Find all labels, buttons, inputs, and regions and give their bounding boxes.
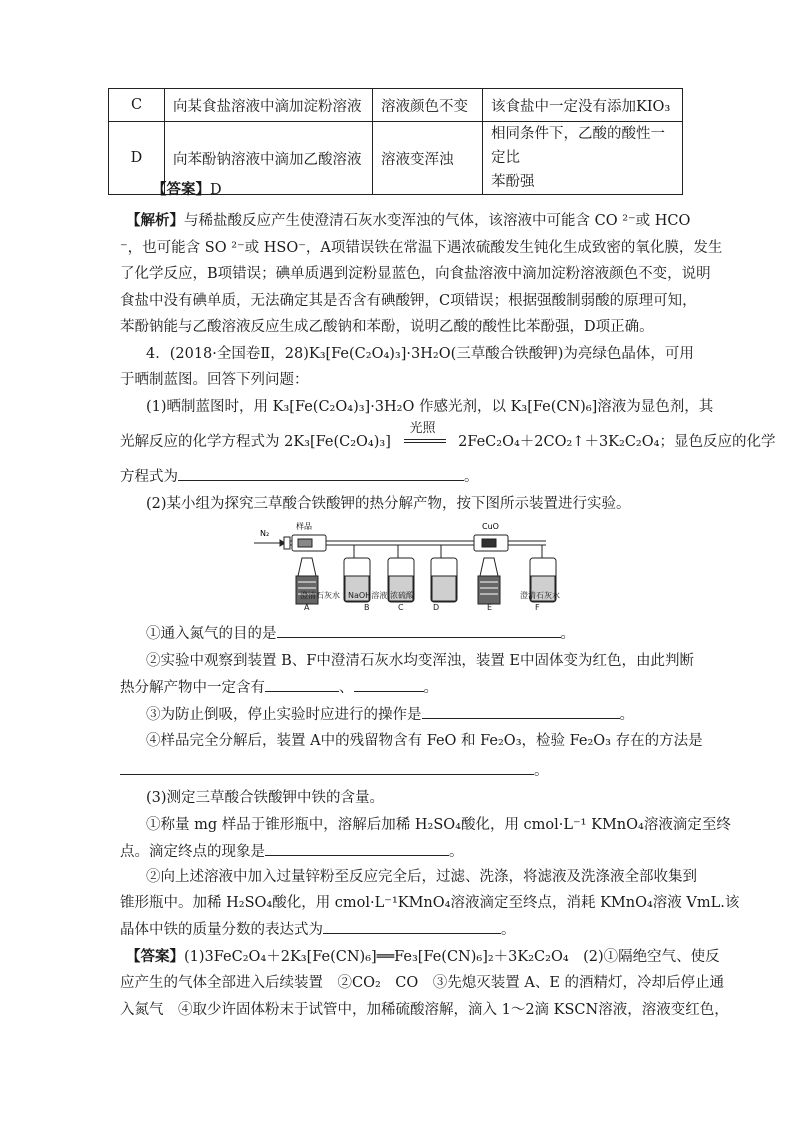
analysis-line-2: ⁻，也可能含 SO ²⁻或 HSO⁻，A项错误铁在常温下遇浓硫酸发生钝化生成致密的氧化膜，发生: [120, 240, 723, 256]
diagram-reagent-labels: [300, 590, 580, 602]
answer-1: [152, 180, 222, 200]
sample-label: 样品: [296, 522, 312, 531]
device-letter-b: B: [364, 603, 370, 612]
reagent-label-f: 澄清石灰水: [520, 591, 560, 600]
analysis-text: 与稀盐酸反应产生使澄清石灰水变浑浊的气体，该溶液中可能含 CO ²⁻或 HCO: [184, 213, 691, 229]
answer-tag: 【答案】: [126, 948, 184, 965]
analysis-line-1: [126, 211, 690, 231]
sub-question-4-line-2: [120, 760, 549, 781]
reagent-label-d: 浓硫酸: [390, 591, 414, 600]
sub-question-3: [146, 704, 634, 725]
analysis-line-4: 食盐中没有碘单质，无法确定其是否含有碘酸钾，C项错误；根据强酸制弱酸的原理可知，: [120, 293, 697, 309]
answer-blank[interactable]: [265, 841, 449, 856]
answer-value: D: [210, 182, 222, 198]
answer-blank[interactable]: [120, 760, 534, 775]
answer-tag: 【答案】: [152, 181, 210, 198]
row-conclusion: [483, 122, 683, 195]
prompt: ③为防止倒吸，停止实验时应进行的操作是: [146, 707, 422, 723]
options-table: [108, 88, 683, 195]
row-operation: 向某食盐溶液中滴加淀粉溶液: [165, 89, 373, 122]
period: 。: [449, 844, 464, 860]
row-phenomenon: 溶液颜色不变: [373, 89, 483, 122]
row-conclusion: 该食盐中一定没有添加KIO₃: [483, 89, 683, 122]
prompt: ①通入氮气的目的是: [146, 626, 277, 642]
device-letter-a: A: [304, 603, 310, 612]
answer-text: (1)3FeC₂O₄＋2K₃[Fe(CN)₆]══Fe₃[Fe(CN)₆]₂＋3K₂C₂O₄ (2)①隔绝空气、使反: [184, 949, 720, 965]
device-letter-e: E: [487, 603, 493, 612]
analysis-line-5: 苯酚钠能与乙酸溶液反应生成乙酸钠和苯酚，说明乙酸的酸性比苯酚强，D项正确。: [120, 319, 654, 335]
blank-prompt: 方程式为: [120, 469, 178, 485]
table-row: [109, 89, 683, 122]
conclusion-line-1: 相同条件下，乙酸的酸性一定比: [491, 126, 665, 166]
answer-blank[interactable]: [178, 466, 464, 481]
sub-question-2-line-1: ②实验中观察到装置 B、F中澄清石灰水均变浑浊，装置 E中固体变为红色，由此判断: [146, 653, 695, 669]
diagram-device-letters: [300, 603, 580, 615]
answer-blank[interactable]: [354, 677, 424, 692]
row-operation: 向苯酚钠溶液中滴加乙酸溶液: [165, 122, 373, 195]
analysis-line-3: 了化学反应，B项错误；碘单质遇到淀粉显蓝色，向食盐溶液中滴加淀粉溶液颜色不变，说明: [120, 266, 711, 282]
period: 。: [560, 626, 575, 642]
reaction-condition: 光照: [409, 421, 436, 436]
answer-2-line-2: 应产生的气体全部进入后续装置 ②CO₂ CO ③先熄灭装置 A、E 的酒精灯，冷却后停止通: [120, 975, 725, 991]
prompt: 点。滴定终点的现象是: [120, 844, 265, 860]
answer-2-line-1: [126, 947, 720, 967]
titration-2-line-3: [120, 919, 516, 940]
analysis-tag: 【解析】: [126, 212, 184, 229]
titration-2-line-2: 锥形瓶中。加稀 H₂SO₄酸化，用 cmol·L⁻¹KMnO₄溶液滴定至终点，消耗 KMnO₄溶液 VmL.该: [120, 895, 740, 911]
device-letter-f: F: [535, 603, 540, 612]
part-1-line-2: [120, 421, 776, 452]
titration-1-line-1: ①称量 mg 样品于锥形瓶中，溶解后加稀 H₂SO₄酸化，用 cmol·L⁻¹ KMnO₄溶液滴定至终: [146, 817, 731, 833]
titration-1-line-2: [120, 841, 464, 862]
part-1-line-1: (1)晒制蓝图时，用 K₃[Fe(C₂O₄)₃]·3H₂O 作感光剂，以 K₃[Fe(CN)₆]溶液为显色剂，其: [146, 399, 714, 415]
question-4-line-2: 于晒制蓝图。回答下列问题：: [120, 372, 309, 388]
equation-left: 光解反应的化学方程式为 2K₃[Fe(C₂O₄)₃]: [120, 434, 391, 450]
reaction-arrow: [402, 421, 448, 452]
period: 。: [501, 922, 516, 938]
answer-blank[interactable]: [277, 623, 561, 638]
row-letter: D: [109, 122, 165, 195]
equation-right: 2FeC₂O₄＋2CO₂↑＋3K₂C₂O₄；显色反应的化学: [458, 434, 776, 450]
sub-question-2-line-2: [120, 677, 438, 698]
sub-question-1: [146, 623, 575, 644]
cuo-label: CuO: [482, 522, 499, 531]
answer-blank[interactable]: [323, 919, 501, 934]
reagent-label-c: NaOH溶液: [348, 591, 388, 600]
device-letter-d: D: [433, 603, 440, 612]
sub-question-4-line-1: ④样品完全分解后，装置 A中的残留物含有 FeO 和 Fe₂O₃，检验 Fe₂O₃ 存在的方法是: [146, 733, 703, 749]
part-3-intro: (3)测定三草酸合铁酸钾中铁的含量。: [146, 790, 385, 806]
row-letter: C: [109, 89, 165, 122]
period: 。: [619, 707, 634, 723]
titration-2-line-1: ②向上述溶液中加入过量锌粉至反应完全后，过滤、洗涤，将滤液及洗涤液全部收集到: [146, 869, 697, 885]
n2-label: N₂: [260, 529, 270, 538]
row-phenomenon: 溶液变浑浊: [373, 122, 483, 195]
conclusion-line-2: 苯酚强: [491, 174, 535, 190]
period: 。: [423, 680, 438, 696]
prompt: 晶体中铁的质量分数的表达式为: [120, 922, 323, 938]
prompt: 热分解产物中一定含有: [120, 680, 265, 696]
separator: 、: [339, 680, 354, 696]
question-4-line-1: 4．(2018·全国卷Ⅱ，28)K₃[Fe(C₂O₄)₃]·3H₂O(三草酸合铁酸钾)为亮绿色晶体，可用: [146, 346, 694, 362]
period: 。: [534, 763, 549, 779]
reagent-label-b: 澄清石灰水: [300, 591, 340, 600]
device-letter-c: C: [398, 603, 404, 612]
answer-2-line-3: 入氮气 ④取少许固体粉末于试管中，加稀硫酸溶解，滴入 1～2滴 KSCN溶液，溶液变红色，: [120, 1002, 729, 1018]
part-2-intro: (2)某小组为探究三草酸合铁酸钾的热分解产物，按下图所示装置进行实验。: [146, 496, 631, 512]
answer-blank[interactable]: [422, 704, 620, 719]
period: 。: [464, 469, 479, 485]
answer-blank[interactable]: [265, 677, 339, 692]
part-1-line-3: [120, 466, 479, 487]
